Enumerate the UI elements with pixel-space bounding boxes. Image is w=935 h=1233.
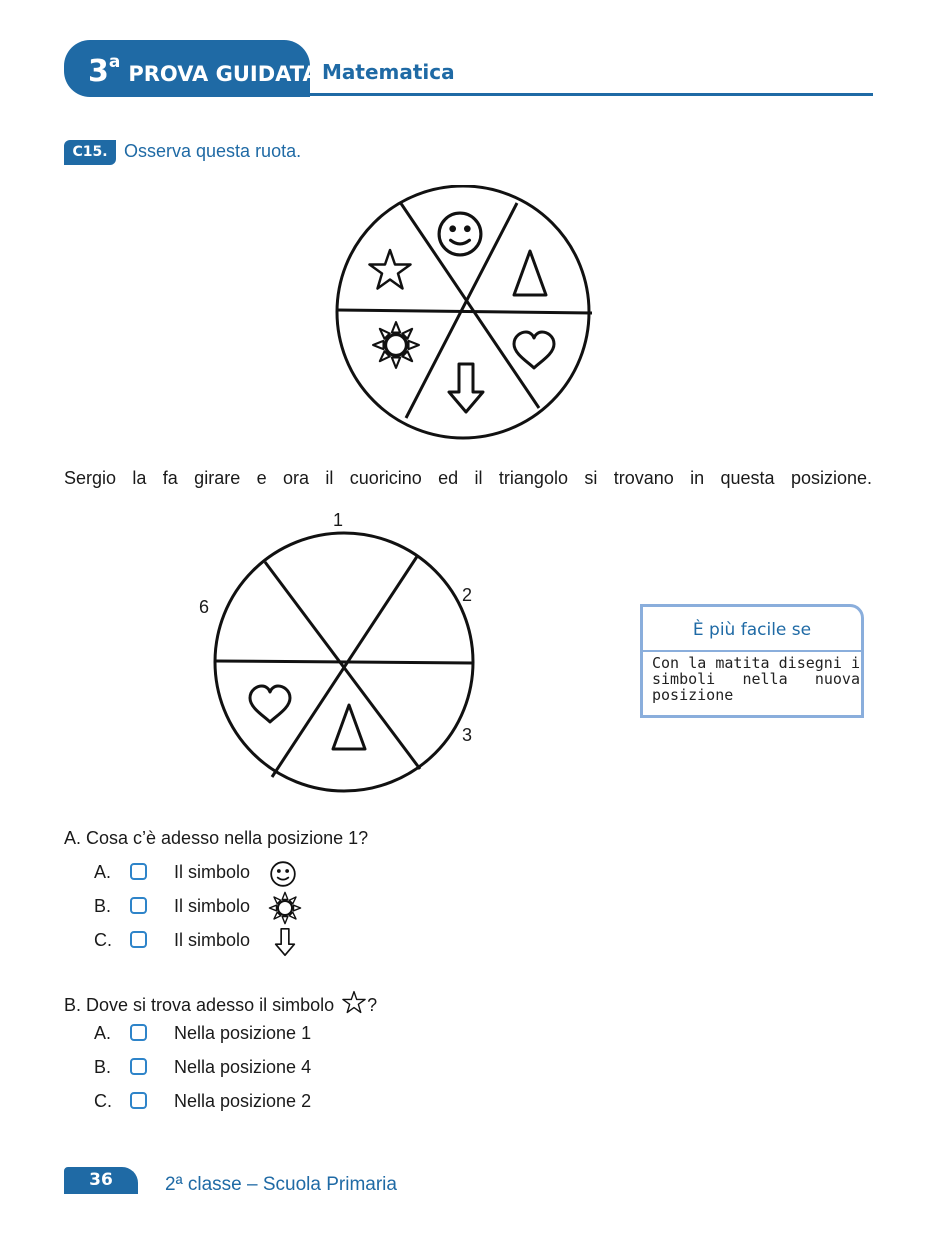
option-text: Nella posizione 1 (174, 1023, 312, 1043)
footer-text: 2ª classe – Scuola Primaria (165, 1174, 397, 1195)
position-label-6: 6 (199, 597, 210, 617)
option-letter: B. (94, 896, 112, 916)
star-icon (341, 990, 367, 1016)
test-number-superscript: a (108, 52, 121, 72)
hint-box (640, 604, 864, 718)
option-letter: A. (94, 862, 112, 882)
part-b-prompt-text: B. Dove si trova adesso il simbolo (64, 995, 335, 1015)
part-a-prompt: A. Cosa c’è adesso nella posizione 1? (64, 828, 369, 848)
part-a-option-c[interactable] (94, 930, 324, 954)
position-label-2: 2 (462, 585, 473, 605)
option-letter: A. (94, 1023, 112, 1043)
hint-text: Con la matita disegni i simboli nella nuova posizione (652, 654, 860, 704)
header-rule (300, 93, 873, 96)
page-number: 36 (64, 1167, 138, 1194)
position-label-3: 3 (462, 725, 473, 745)
subject-label: Matematica (322, 60, 455, 84)
checkbox[interactable] (130, 1024, 147, 1041)
smiley-icon (270, 861, 296, 887)
part-b-prompt (64, 990, 377, 1016)
checkbox[interactable] (130, 931, 147, 948)
test-number: 3 (88, 54, 109, 89)
option-text: Nella posizione 2 (174, 1091, 312, 1111)
option-text: Nella posizione 4 (174, 1057, 312, 1077)
part-b-option-a[interactable] (94, 1023, 354, 1047)
test-title: PROVA GUIDATA (128, 62, 319, 86)
option-letter: B. (94, 1057, 112, 1077)
sun-icon (268, 891, 302, 925)
hint-divider (643, 650, 861, 652)
sun-icon (373, 322, 419, 368)
part-b-option-c[interactable] (94, 1091, 354, 1115)
option-text: Il simbolo (174, 862, 251, 882)
part-a-option-b[interactable] (94, 896, 324, 920)
part-b-option-b[interactable] (94, 1057, 354, 1081)
arrow-down-icon (274, 927, 296, 957)
header-title (88, 52, 319, 89)
checkbox[interactable] (130, 863, 147, 880)
question-title: Osserva questa ruota. (124, 141, 302, 161)
option-letter: C. (94, 1091, 112, 1111)
checkbox[interactable] (130, 897, 147, 914)
hint-title: È più facile se (692, 620, 812, 640)
question-badge: C15. (64, 140, 116, 165)
checkbox[interactable] (130, 1058, 147, 1075)
part-b-prompt-end: ? (367, 995, 378, 1015)
option-letter: C. (94, 930, 112, 950)
option-text: Il simbolo (174, 896, 251, 916)
wheel-original (330, 185, 600, 445)
checkbox[interactable] (130, 1092, 147, 1109)
instruction-paragraph: Sergio la fa girare e ora il cuoricino ed il triangolo si trovano in questa posizione. (64, 468, 872, 488)
option-text: Il simbolo (174, 930, 251, 950)
wheel-rotated (190, 505, 490, 795)
part-a-option-a[interactable] (94, 862, 324, 886)
position-label-1: 1 (333, 510, 344, 530)
